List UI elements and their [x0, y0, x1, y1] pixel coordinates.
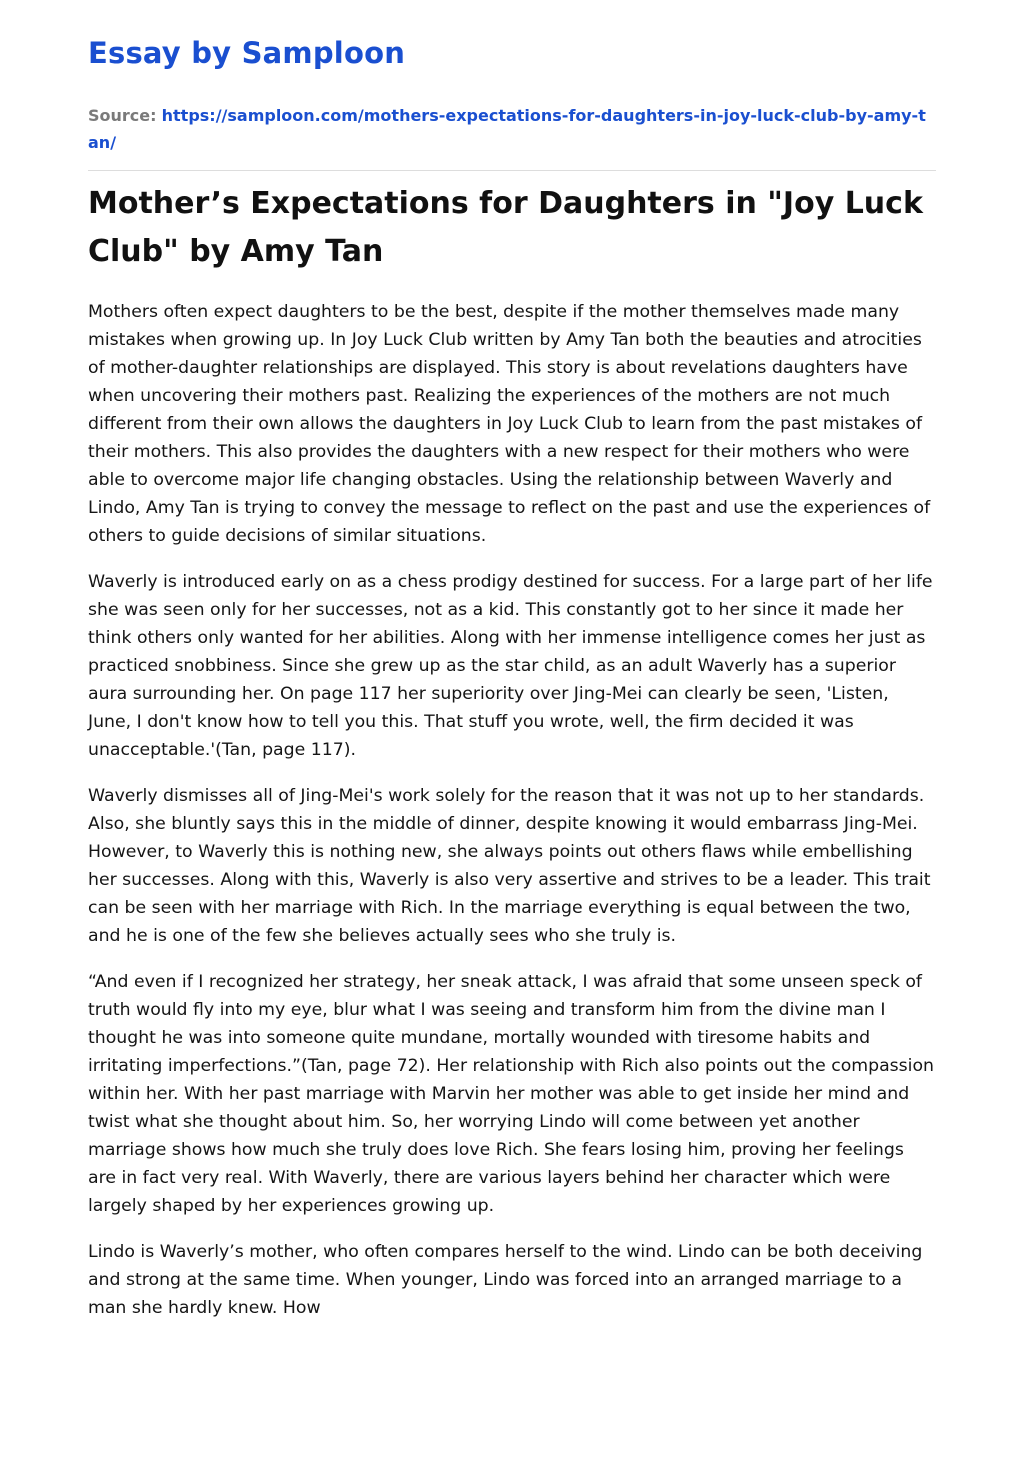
paragraph-2: Waverly is introduced early on as a chess prodigy destined for success. For a large part of her life she was seen only for her successes, not as a kid. This constantly got to her since it made her think others only wanted for her abilities. Along with her immense intelligence comes her just as practiced snobbiness. Since she grew up as the star child, as an adult Waverly has a superior aura surrounding her. On page 117 her superiority over Jing-Mei can clearly be seen, 'Listen, June, I don't know how to tell you this. That stuff you wrote, well, the firm decided it was unacceptable.'(Tan, page 117). — [88, 572, 933, 760]
paragraph-1: Mothers often expect daughters to be the best, despite if the mother themselves made many mistakes when growing up. In Joy Luck Club written by Amy Tan both the beauties and atrocities of mother-daughter relationships are displayed. This story is about revelations daughters have when uncovering their mothers past. Realizing the experiences of the mothers are not much different from their own allows the daughters in Joy Luck Club to learn from the past mistakes of their mothers. This also provides the daughters with a new respect for their mothers who were able to overcome major life changing obstacles. Using the relationship between Waverly and Lindo, Amy Tan is trying to convey the message to reflect on the past and use the experiences of others to guide decisions of similar situations. — [88, 302, 931, 546]
paragraph-5: Lindo is Waverly’s mother, who often compares herself to the wind. Lindo can be both deceiving and strong at the same time. When younger, Lindo was forced into an arranged marriage to a man she hardly knew. How — [88, 1242, 923, 1318]
header-divider — [88, 170, 936, 171]
essay-title: Mother’s Expectations for Daughters in "Joy Luck Club" by Amy Tan — [88, 186, 923, 269]
source-line — [88, 102, 936, 156]
essay-body — [88, 298, 936, 1340]
source-link[interactable]: https://samploon.com/mothers-expectations-for-daughters-in-joy-luck-club-by-amy-tan/ — [88, 106, 926, 152]
site-brand-title: Essay by Samploon — [88, 36, 406, 70]
source-label: Source: — [88, 106, 157, 125]
paragraph-4: “And even if I recognized her strategy, her sneak attack, I was afraid that some unseen speck of truth would fly into my eye, blur what I was seeing and transform him from the divine man I thought he was into someone quite mundane, mortally wounded with tiresome habits and irritating imperfections.”(Tan, page 72). Her relationship with Rich also points out the compassion within her. With her past marriage with Marvin her mother was able to get inside her mind and twist what she thought about him. So, her worrying Lindo will come between yet another marriage shows how much she truly does love Rich. She fears losing him, proving her feelings are in fact very real. With Waverly, there are various layers behind her character which were largely shaped by her experiences growing up. — [88, 972, 935, 1216]
paragraph-3: Waverly dismisses all of Jing-Mei's work solely for the reason that it was not up to her standards. Also, she bluntly says this in the middle of dinner, despite knowing it would embarrass Jing-Mei. However, to Waverly this is nothing new, she always points out others flaws while embellishing her successes. Along with this, Waverly is also very assertive and strives to be a leader. This trait can be seen with her marriage with Rich. In the marriage everything is equal between the two, and he is one of the few she believes actually sees who she truly is. — [88, 786, 931, 946]
